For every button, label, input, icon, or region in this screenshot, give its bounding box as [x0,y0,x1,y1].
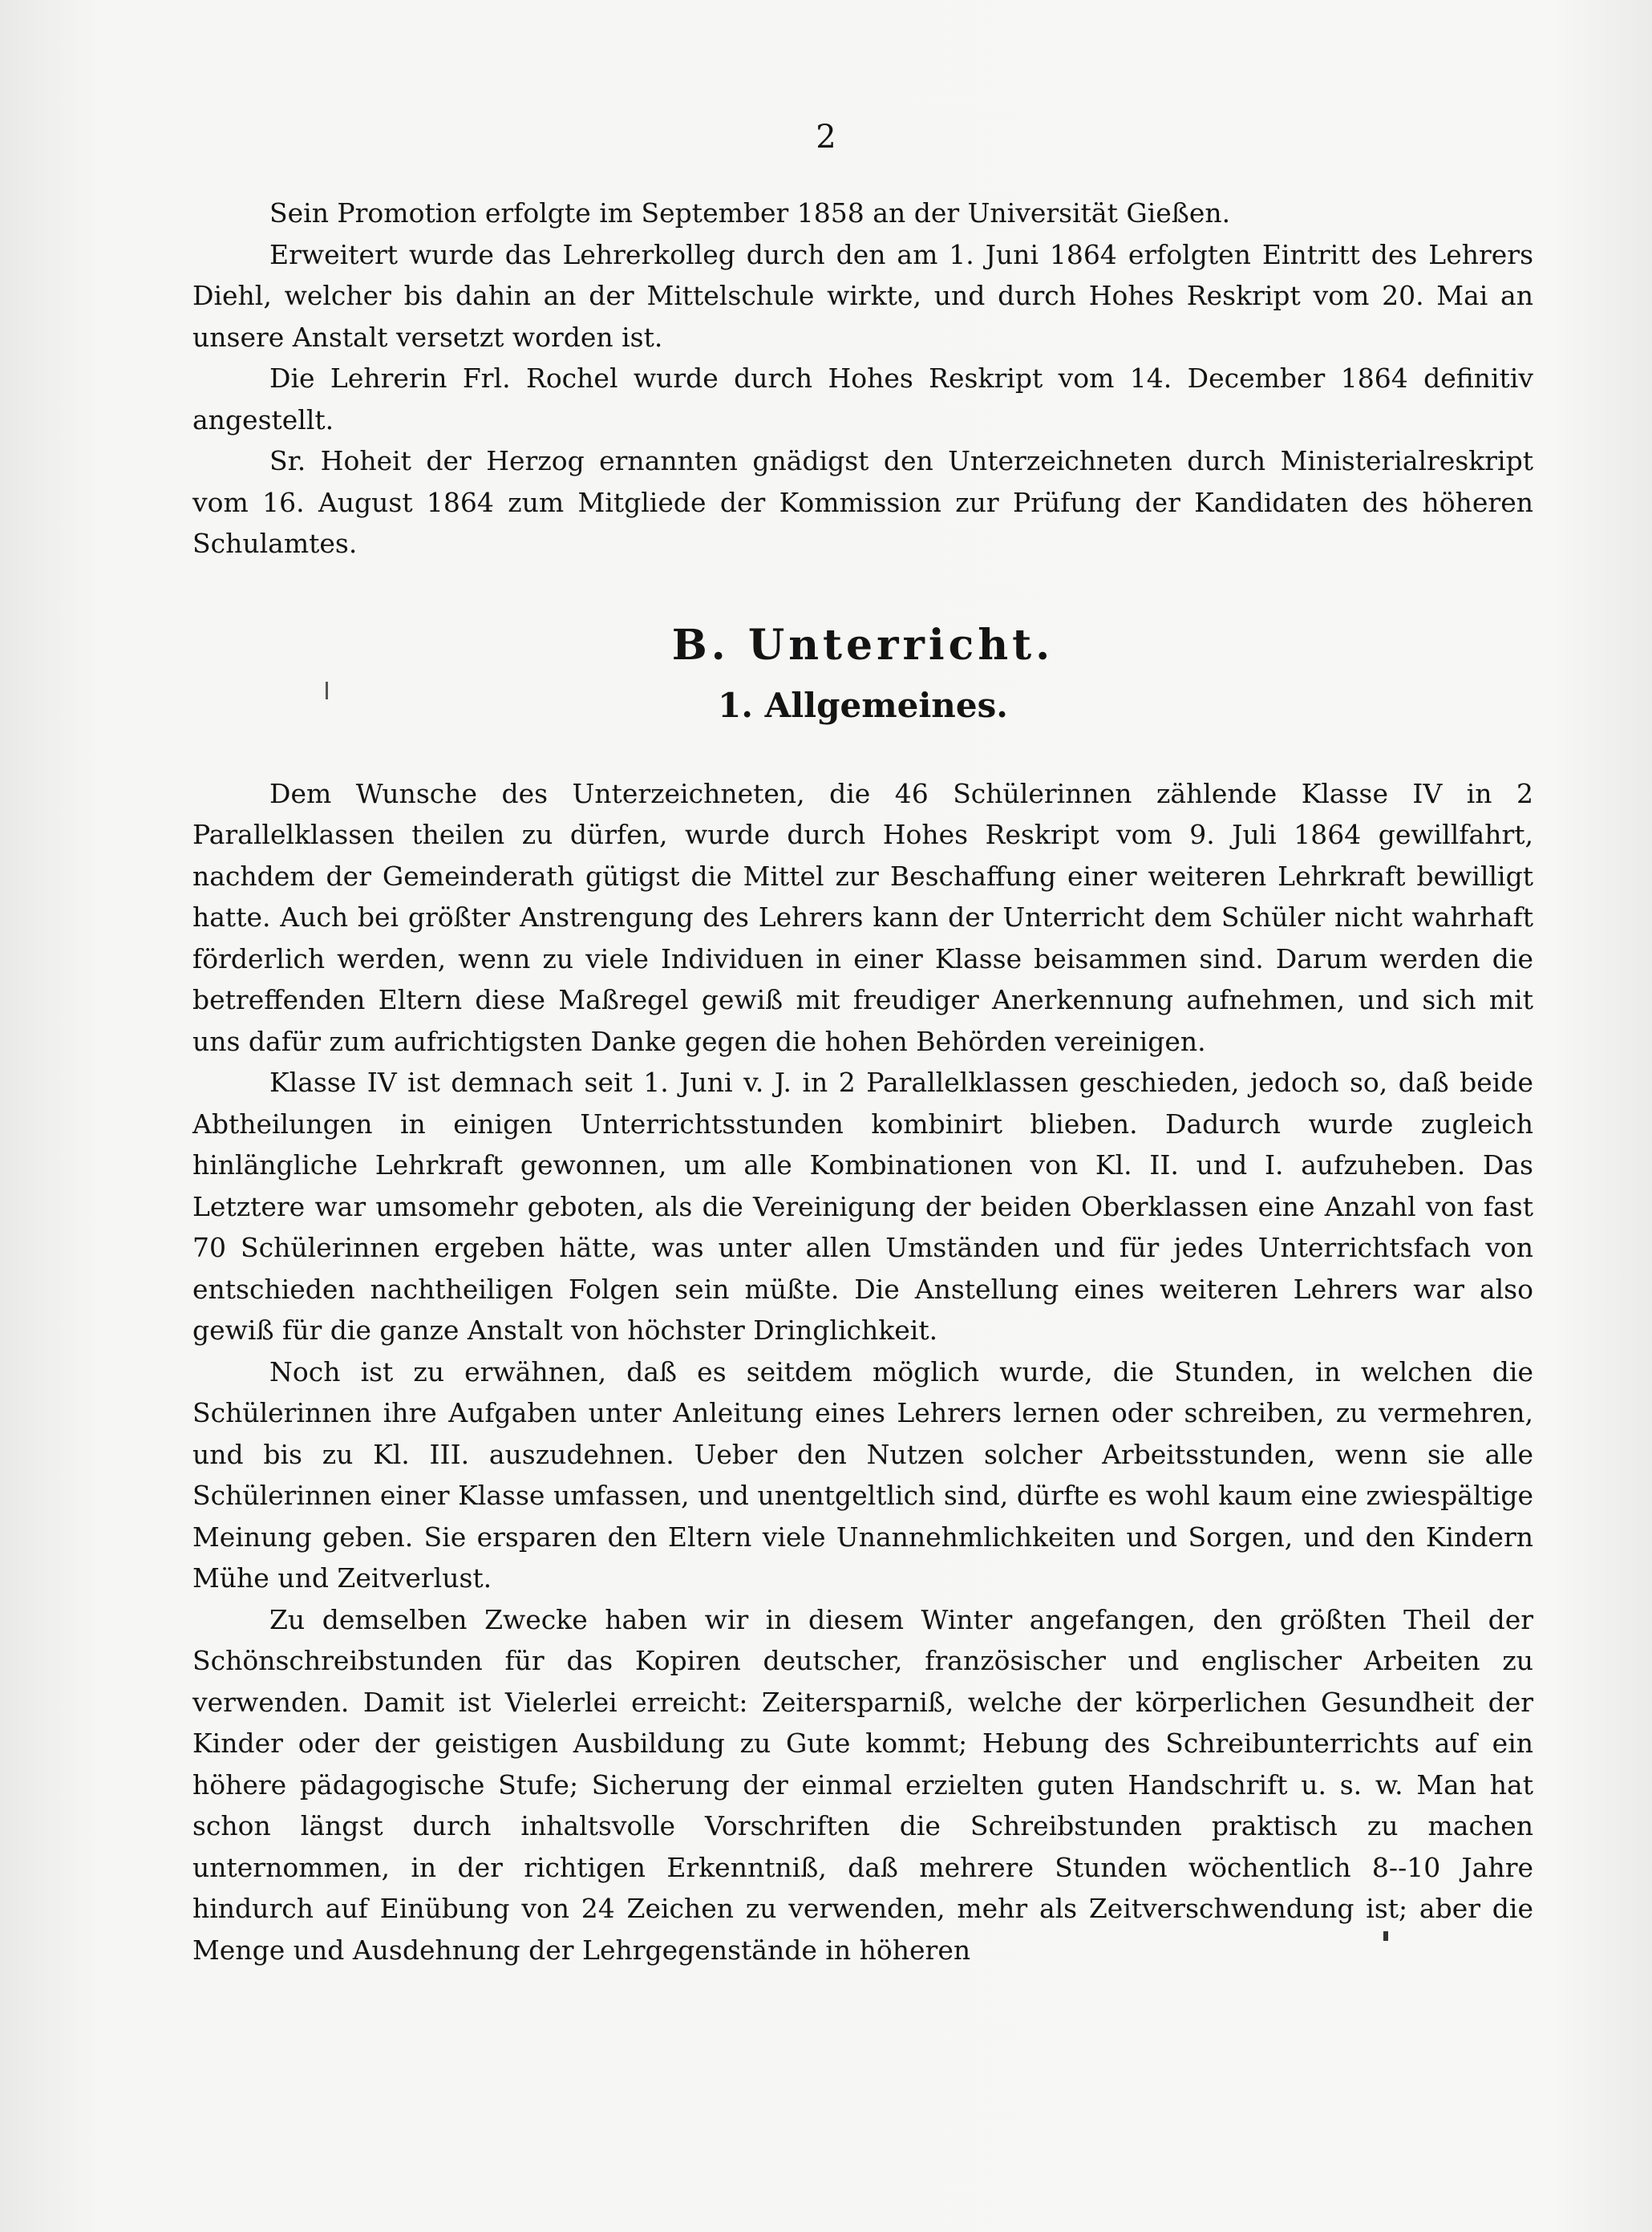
intro-paragraph-4: Sr. Hoheit der Herzog ernannten gnädigst den Unterzeichneten durch Ministerialreskript vom 16. August 1864 zum Mitgliede der Kommission zur Prüfung der Kandidaten des höheren Schulamtes. [192,445,1533,559]
body-paragraph-3: Noch ist zu erwähnen, daß es seitdem möglich wurde, die Stunden, in welchen die Schülerinnen ihre Aufgaben unter Anleitung eines Lehrers lernen oder schreiben, zu vermehren, und bis zu Kl. III. auszudehnen. Ueber den Nutzen solcher Arbeitsstunden, wenn sie alle Schülerinnen einer Klasse umfassen, und unentgeltlich sind, dürfte es wohl kaum eine zwiespältige Meinung geben. Sie ersparen den Eltern viele Unannehmlichkeiten und Sorgen, und den Kindern Mühe und Zeitverlust. [192,1355,1533,1594]
subsection-heading: 1. Allgemeines. [718,685,1008,725]
stray-mark [326,682,328,699]
text-column [192,192,1533,1971]
stray-mark [1383,1931,1388,1941]
page-number: 2 [816,119,836,156]
body-paragraph-1: Dem Wunsche des Unterzeichneten, die 46 Schülerinnen zählende Klasse IV in 2 Parallelklassen theilen zu dürfen, wurde durch Hohes Reskript vom 9. Juli 1864 gewillfahrt, nachdem der Gemeinderath gütigst die Mittel zur Beschaffung einer weiteren Lehrkraft bewilligt hatte. Auch bei größter Anstrengung des Lehrers kann der Unterricht dem Schüler nicht wahrhaft förderlich werden, wenn zu viele Individuen in einer Klasse beisammen sind. Darum werden die betreffenden Eltern diese Maßregel gewiß mit freudiger Anerkennung aufnehmen, und sich mit uns dafür zum aufrichtigsten Danke gegen die hohen Behörden vereinigen. [192,777,1533,1057]
intro-paragraph-3: Die Lehrerin Frl. Rochel wurde durch Hohes Reskript vom 14. December 1864 definitiv angestellt. [192,363,1533,435]
section-heading: B. Unterricht. [671,620,1055,670]
body-paragraph-2: Klasse IV ist demnach seit 1. Juni v. J. in 2 Parallelklassen geschieden, jedoch so, daß beide Abtheilungen in einigen Unterrichtsstunden kombinirt blieben. Dadurch wurde zugleich hinlängliche Lehrkraft gewonnen, um alle Kombinationen von Kl. II. und I. aufzuheben. Das Letztere war umsomehr geboten, als die Vereinigung der beiden Oberklassen eine Anzahl von fast 70 Schülerinnen ergeben hätte, was unter allen Umständen und für jedes Unterrichtsfach von entschieden nachtheiligen Folgen sein müßte. Die Anstellung eines weiteren Lehrers war also gewiß für die ganze Anstalt von höchster Dringlichkeit. [192,1067,1533,1346]
intro-paragraph-2: Erweitert wurde das Lehrerkolleg durch den am 1. Juni 1864 erfolgten Eintritt des Lehrers Diehl, welcher bis dahin an der Mittelschule wirkte, und durch Hohes Reskript vom 20. Mai an unsere Anstalt versetzt worden ist. [192,238,1533,353]
body-paragraph-4: Zu demselben Zwecke haben wir in diesem Winter angefangen, den größten Theil der Schönschreibstunden für das Kopiren deutscher, französischer und englischer Arbeiten zu verwenden. Damit ist Vielerlei erreicht: Zeitersparniß, welche der körperlichen Gesundheit der Kinder oder der geistigen Ausbildung zu Gute kommt; Hebung des Schreibunterrichts auf ein höhere pädagogische Stufe; Sicherung der einmal erzielten guten Handschrift u. s. w. Man hat schon längst durch inhaltsvolle Vorschriften die Schreibstunden praktisch zu machen unternommen, in der richtigen Erkenntniß, daß mehrere Stunden wöchentlich 8--10 Jahre hindurch auf Einübung von 24 Zeichen zu verwenden, mehr als Zeitverschwendung ist; aber die Menge und Ausdehnung der Lehrgegenstände in höheren [192,1603,1533,1966]
intro-paragraph-1: Sein Promotion erfolgte im September 1858 an der Universität Gießen. [269,197,1231,229]
